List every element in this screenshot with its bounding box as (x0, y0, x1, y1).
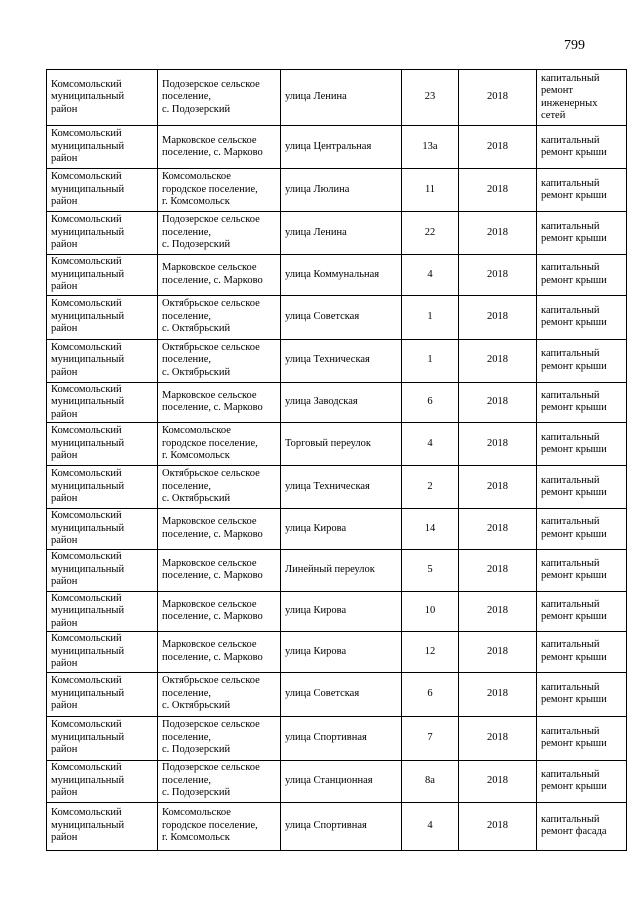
street-text: улица Кирова (285, 645, 347, 657)
table-row (47, 212, 627, 255)
table-row (47, 760, 627, 802)
street-cell (281, 591, 402, 632)
settlement-cell (158, 632, 281, 673)
work-type-cell (537, 339, 627, 382)
settlement-text: Марковское сельское поселение, с. Марково (162, 262, 263, 286)
house-number-cell (402, 632, 459, 673)
settlement-cell (158, 466, 281, 509)
settlement-text: Октябрьское сельское поселение, с. Октябрьский (162, 341, 260, 378)
house-number-cell (402, 169, 459, 212)
house-number-cell (402, 126, 459, 169)
year-cell (459, 70, 537, 126)
work-type-cell (537, 295, 627, 339)
district-text: Комсомольский муниципальный район (51, 256, 125, 292)
house-number-text: 2 (427, 480, 433, 492)
settlement-cell (158, 423, 281, 466)
year-cell (459, 466, 537, 509)
district-cell (47, 70, 158, 126)
year-cell (459, 169, 537, 212)
street-cell (281, 466, 402, 509)
year-text: 2018 (487, 605, 508, 616)
house-number-cell (402, 423, 459, 466)
work-type-text: капитальный ремонт крыши (541, 725, 607, 749)
year-cell (459, 509, 537, 550)
street-text: улица Центральная (285, 140, 372, 152)
house-number-cell (402, 672, 459, 716)
year-cell (459, 423, 537, 466)
settlement-text: Комсомольское городское поселение, г. Комсомольск (162, 807, 258, 844)
table-row (47, 382, 627, 423)
street-cell (281, 295, 402, 339)
house-number-cell (402, 70, 459, 126)
year-text: 2018 (487, 522, 508, 534)
year-cell (459, 716, 537, 760)
house-number-cell (402, 212, 459, 255)
district-cell (47, 549, 158, 591)
work-type-text: капитальный ремонт крыши (541, 134, 607, 158)
house-number-text: 4 (427, 268, 433, 280)
district-cell (47, 212, 158, 255)
work-type-cell (537, 212, 627, 255)
settlement-text: Комсомольское городское поселение, г. Комсомольск (162, 171, 258, 208)
year-cell (459, 295, 537, 339)
work-type-cell (537, 549, 627, 591)
district-cell (47, 255, 158, 296)
page-number: 799 (564, 38, 585, 53)
work-type-text: капитальный ремонт крыши (541, 348, 607, 372)
street-cell (281, 509, 402, 550)
street-text: улица Ленина (285, 91, 347, 103)
work-type-text: капитальный ремонт крыши (541, 474, 607, 498)
work-type-cell (537, 169, 627, 212)
year-cell (459, 632, 537, 673)
work-type-text: капитальный ремонт крыши (541, 768, 607, 792)
settlement-text: Марковское сельское поселение, с. Марково (162, 557, 263, 581)
settlement-cell (158, 169, 281, 212)
year-cell (459, 339, 537, 382)
district-cell (47, 466, 158, 509)
year-cell (459, 382, 537, 423)
district-text: Комсомольский муниципальный район (51, 425, 125, 462)
street-cell (281, 255, 402, 296)
year-cell (459, 212, 537, 255)
work-type-cell (537, 126, 627, 169)
house-number-text: 1 (427, 354, 433, 366)
work-type-text: капитальный ремонт крыши (541, 557, 607, 581)
house-number-cell (402, 802, 459, 850)
year-text: 2018 (487, 396, 508, 407)
house-number-cell (402, 382, 459, 423)
work-type-cell (537, 760, 627, 802)
repair-registry-table (46, 69, 627, 851)
district-text: Комсомольский муниципальный район (51, 807, 125, 844)
year-cell (459, 255, 537, 296)
table-row (47, 632, 627, 673)
district-text: Комсомольский муниципальный район (51, 510, 125, 546)
district-cell (47, 339, 158, 382)
street-text: Линейный переулок (285, 563, 375, 575)
work-type-cell (537, 70, 627, 126)
district-cell (47, 509, 158, 550)
district-cell (47, 295, 158, 339)
street-cell (281, 339, 402, 382)
street-cell (281, 632, 402, 673)
year-cell (459, 591, 537, 632)
street-cell (281, 126, 402, 169)
street-cell (281, 423, 402, 466)
table-row (47, 716, 627, 760)
year-text: 2018 (487, 480, 508, 492)
table-row (47, 591, 627, 632)
settlement-cell (158, 255, 281, 296)
street-text: улица Кирова (285, 605, 347, 616)
house-number-cell (402, 509, 459, 550)
district-cell (47, 423, 158, 466)
settlement-text: Марковское сельское поселение, с. Марково (162, 134, 263, 158)
district-text: Комсомольский муниципальный район (51, 675, 125, 712)
year-cell (459, 802, 537, 850)
table-row (47, 672, 627, 716)
district-cell (47, 591, 158, 632)
district-text: Комсомольский муниципальный район (51, 762, 125, 799)
settlement-cell (158, 802, 281, 850)
house-number-text: 14 (424, 522, 436, 534)
street-cell (281, 760, 402, 802)
work-type-cell (537, 423, 627, 466)
year-text: 2018 (487, 819, 508, 831)
house-number-text: 4 (427, 437, 433, 449)
district-text: Комсомольский муниципальный район (51, 214, 125, 251)
work-type-cell (537, 509, 627, 550)
settlement-text: Октябрьское сельское поселение, с. Октябрьский (162, 675, 260, 712)
table-row (47, 70, 627, 126)
settlement-cell (158, 716, 281, 760)
table-row (47, 295, 627, 339)
work-type-text: капитальный ремонт крыши (541, 262, 607, 286)
house-number-text: 6 (427, 396, 433, 407)
settlement-text: Комсомольское городское поселение, г. Комсомольск (162, 425, 258, 462)
house-number-text: 5 (427, 563, 433, 575)
street-text: улица Советская (285, 310, 360, 322)
work-type-cell (537, 802, 627, 850)
district-cell (47, 672, 158, 716)
district-text: Комсомольский муниципальный район (51, 551, 125, 588)
settlement-cell (158, 672, 281, 716)
settlement-cell (158, 126, 281, 169)
street-text: улица Спортивная (285, 731, 367, 743)
settlement-text: Марковское сельское поселение, с. Марково (162, 389, 263, 414)
work-type-text: капитальный ремонт крыши (541, 177, 607, 201)
house-number-cell (402, 549, 459, 591)
work-type-text: капитальный ремонт крыши (541, 516, 607, 540)
district-cell (47, 632, 158, 673)
settlement-text: Марковское сельское поселение, с. Марково (162, 598, 263, 623)
street-text: улица Люлина (285, 183, 350, 195)
settlement-cell (158, 549, 281, 591)
house-number-text: 12 (424, 645, 436, 657)
work-type-cell (537, 672, 627, 716)
district-text: Комсомольский муниципальный район (51, 341, 125, 378)
year-text: 2018 (487, 140, 508, 152)
settlement-text: Подозерское сельское поселение, с. Подозерский (162, 762, 260, 799)
work-type-text: капитальный ремонт фасада (541, 813, 607, 837)
settlement-text: Октябрьское сельское поселение, с. Октябрьский (162, 298, 260, 335)
district-text: Комсомольский муниципальный район (51, 78, 125, 115)
street-text: улица Заводская (285, 396, 358, 407)
house-number-text: 10 (424, 605, 436, 616)
district-cell (47, 802, 158, 850)
year-text: 2018 (487, 226, 508, 238)
work-type-cell (537, 255, 627, 296)
settlement-cell (158, 70, 281, 126)
work-type-text: капитальный ремонт крыши (541, 431, 607, 455)
street-text: улица Коммунальная (285, 268, 380, 280)
year-text: 2018 (487, 91, 508, 103)
table-row (47, 466, 627, 509)
street-text: улица Техническая (285, 354, 370, 366)
year-text: 2018 (487, 437, 508, 449)
district-text: Комсомольский муниципальный район (51, 298, 125, 335)
house-number-text: 7 (427, 731, 433, 743)
year-text: 2018 (487, 645, 508, 657)
table-row (47, 339, 627, 382)
year-text: 2018 (487, 183, 508, 195)
house-number-text: 4 (427, 819, 433, 831)
house-number-cell (402, 591, 459, 632)
work-type-text: капитальный ремонт инженерных сетей (541, 72, 600, 121)
year-text: 2018 (487, 774, 508, 786)
settlement-text: Марковское сельское поселение, с. Марково (162, 516, 263, 540)
year-text: 2018 (487, 687, 508, 699)
district-text: Комсомольский муниципальный район (51, 171, 125, 208)
year-text: 2018 (487, 268, 508, 280)
table-row (47, 255, 627, 296)
house-number-text: 23 (424, 91, 436, 103)
street-cell (281, 549, 402, 591)
settlement-cell (158, 295, 281, 339)
settlement-cell (158, 509, 281, 550)
house-number-text: 1 (427, 310, 433, 322)
settlement-cell (158, 591, 281, 632)
year-cell (459, 126, 537, 169)
work-type-cell (537, 591, 627, 632)
table-row (47, 802, 627, 850)
street-text: улица Кирова (285, 522, 347, 534)
district-cell (47, 382, 158, 423)
street-text: улица Ленина (285, 226, 347, 238)
house-number-text: 22 (424, 226, 436, 238)
house-number-text: 11 (424, 183, 436, 195)
year-text: 2018 (487, 354, 508, 366)
settlement-cell (158, 212, 281, 255)
district-cell (47, 169, 158, 212)
year-text: 2018 (487, 310, 508, 322)
work-type-text: капитальный ремонт крыши (541, 681, 607, 705)
work-type-text: капитальный ремонт крыши (541, 389, 607, 414)
table-row (47, 126, 627, 169)
street-cell (281, 70, 402, 126)
work-type-cell (537, 382, 627, 423)
work-type-cell (537, 632, 627, 673)
house-number-cell (402, 760, 459, 802)
district-cell (47, 760, 158, 802)
house-number-cell (402, 716, 459, 760)
district-text: Комсомольский муниципальный район (51, 468, 125, 505)
street-text: улица Станционная (285, 774, 373, 786)
street-cell (281, 382, 402, 423)
work-type-text: капитальный ремонт крыши (541, 304, 607, 328)
house-number-cell (402, 255, 459, 296)
table-row (47, 509, 627, 550)
street-cell (281, 716, 402, 760)
year-text: 2018 (487, 563, 508, 575)
district-text: Комсомольский муниципальный район (51, 719, 125, 756)
district-text: Комсомольский муниципальный район (51, 383, 125, 420)
street-cell (281, 672, 402, 716)
settlement-cell (158, 339, 281, 382)
year-cell (459, 760, 537, 802)
work-type-cell (537, 716, 627, 760)
street-cell (281, 802, 402, 850)
house-number-text: 8а (425, 774, 435, 786)
settlement-text: Октябрьское сельское поселение, с. Октябрьский (162, 468, 260, 505)
settlement-text: Подозерское сельское поселение, с. Подозерский (162, 214, 260, 251)
street-cell (281, 169, 402, 212)
district-cell (47, 126, 158, 169)
district-text: Комсомольский муниципальный район (51, 592, 125, 629)
settlement-cell (158, 760, 281, 802)
work-type-cell (537, 466, 627, 509)
house-number-cell (402, 339, 459, 382)
work-type-text: капитальный ремонт крыши (541, 639, 607, 663)
street-cell (281, 212, 402, 255)
settlement-text: Подозерское сельское поселение, с. Подозерский (162, 78, 260, 115)
district-text: Комсомольский муниципальный район (51, 128, 125, 165)
district-cell (47, 716, 158, 760)
settlement-text: Марковское сельское поселение, с. Марково (162, 639, 263, 663)
settlement-cell (158, 382, 281, 423)
house-number-cell (402, 295, 459, 339)
street-text: улица Спортивная (285, 819, 367, 831)
table-row (47, 549, 627, 591)
street-text: улица Техническая (285, 480, 370, 492)
house-number-text: 13а (422, 140, 438, 152)
table-row (47, 169, 627, 212)
table-row (47, 423, 627, 466)
street-text: Торговый переулок (285, 437, 371, 449)
year-cell (459, 549, 537, 591)
year-text: 2018 (487, 731, 508, 743)
house-number-text: 6 (427, 687, 433, 699)
settlement-text: Подозерское сельское поселение, с. Подозерский (162, 719, 260, 756)
house-number-cell (402, 466, 459, 509)
street-text: улица Советская (285, 687, 360, 699)
year-cell (459, 672, 537, 716)
work-type-text: капитальный ремонт крыши (541, 598, 607, 623)
district-text: Комсомольский муниципальный район (51, 633, 125, 669)
work-type-text: капитальный ремонт крыши (541, 220, 607, 244)
